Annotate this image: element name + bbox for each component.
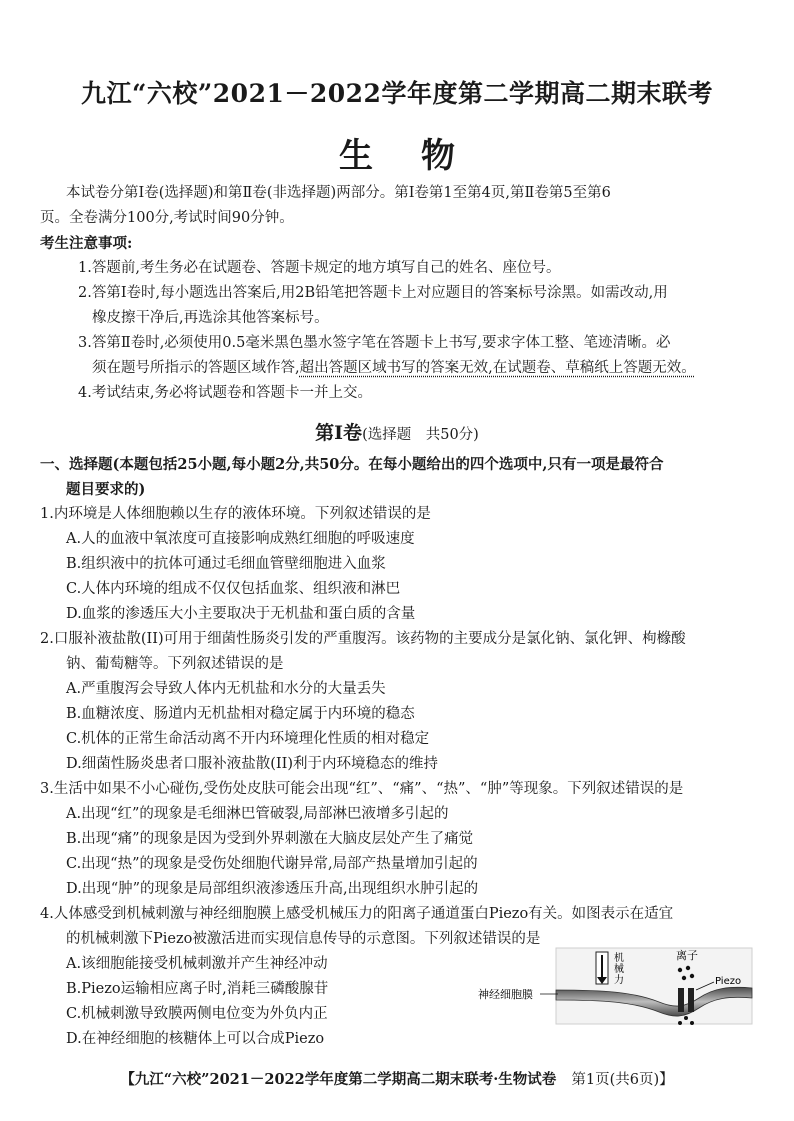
ion-dot bbox=[684, 1016, 688, 1020]
notice-item-4: 4.考试结束,务必将试题卷和答题卡一并上交。 bbox=[78, 385, 372, 401]
footer-page-number: 第1页(共6页)】 bbox=[571, 1072, 674, 1088]
ion-dot bbox=[678, 1021, 682, 1025]
instructions-line-1: 一、选择题(本题包括25小题,每小题2分,共50分。在每小题给出的四个选项中,只有一项是最符合 bbox=[40, 456, 664, 473]
option-c: C.机体的正常生命活动离不开内环境理化性质的相对稳定 bbox=[66, 731, 430, 747]
notice-item-1: 1.答题前,考生务必在试题卷、答题卡规定的地方填写自己的姓名、座位号。 bbox=[78, 260, 561, 276]
notice-title: 考生注意事项: bbox=[40, 235, 133, 252]
section-heading bbox=[0, 418, 794, 445]
option-b: B.组织液中的抗体可通过毛细血管壁细胞进入血浆 bbox=[66, 556, 386, 572]
subject-char-1: 生 bbox=[339, 136, 373, 176]
option-d: D.在神经细胞的核糖体上可以合成Piezo bbox=[66, 1031, 325, 1047]
page-footer bbox=[0, 1068, 794, 1089]
question-stem-cont: 的机械刺激下Piezo被激活进而实现信息传导的示意图。下列叙述错误的是 bbox=[66, 931, 541, 947]
intro-line-2: 页。全卷满分100分,考试时间90分钟。 bbox=[40, 210, 294, 226]
notice-item-3b bbox=[40, 356, 756, 381]
option-a: A.严重腹泻会导致人体内无机盐和水分的大量丢失 bbox=[66, 681, 386, 697]
intro-block bbox=[40, 181, 756, 406]
footer-title: 【九江“六校”2021－2022学年度第二学期高二期末联考·生物试卷 bbox=[120, 1071, 557, 1088]
question-stem: 1.内环境是人体细胞赖以生存的液体环境。下列叙述错误的是 bbox=[40, 506, 431, 522]
membrane-label: 神经细胞膜 bbox=[478, 988, 533, 1001]
question-stem: 3.生活中如果不小心碰伤,受伤处皮肤可能会出现“红”、“痛”、“热”、“肿”等现象。下列叙述错误的是 bbox=[40, 781, 684, 797]
option-d: D.血浆的渗透压大小主要取决于无机盐和蛋白质的含量 bbox=[66, 606, 416, 622]
notice-item-2a: 2.答第Ⅰ卷时,每小题选出答案后,用2B铅笔把答题卡上对应题目的答案标号涂黑。如需改动,用 bbox=[78, 285, 668, 301]
option-a: A.出现“红”的现象是毛细淋巴管破裂,局部淋巴液增多引起的 bbox=[66, 806, 449, 822]
section-title: 第Ⅰ卷 bbox=[315, 422, 363, 444]
intro-line-1: 本试卷分第Ⅰ卷(选择题)和第Ⅱ卷(非选择题)两部分。第Ⅰ卷第1至第4页,第Ⅱ卷第5至第6 bbox=[66, 185, 611, 201]
ion-dot bbox=[678, 968, 682, 972]
force-label-1: 机 bbox=[614, 953, 624, 964]
notice-item-3a: 3.答第Ⅱ卷时,必须使用0.5毫米黑色墨水签字笔在答题卡上书写,要求字体工整、笔迹清晰。必 bbox=[78, 335, 671, 351]
question-1 bbox=[40, 502, 756, 627]
question-stem: 4.人体感受到机械刺激与神经细胞膜上感受机械压力的阳离子通道蛋白Piezo有关。如图表示在适宜 bbox=[40, 906, 674, 922]
option-a: A.人的血液中氧浓度可直接影响成熟红细胞的呼吸速度 bbox=[66, 531, 415, 547]
piezo-label: Piezo bbox=[715, 976, 742, 987]
ion-dot bbox=[682, 976, 686, 980]
instructions-line-2: 题目要求的) bbox=[66, 481, 146, 498]
ion-label: 离子 bbox=[676, 949, 698, 962]
option-a: A.该细胞能接受机械刺激并产生神经冲动 bbox=[66, 956, 328, 972]
force-label-3: 力 bbox=[614, 975, 624, 986]
piezo-channel-left bbox=[678, 988, 684, 1012]
question-3 bbox=[40, 777, 756, 902]
question-2 bbox=[40, 627, 756, 777]
piezo-channel-right bbox=[688, 988, 694, 1012]
ion-dot bbox=[690, 974, 694, 978]
option-d: D.出现“肿”的现象是局部组织液渗透压升高,出现组织水肿引起的 bbox=[66, 881, 479, 897]
subject-title bbox=[0, 128, 794, 177]
option-b: B.血糖浓度、肠道内无机盐相对稳定属于内环境的稳态 bbox=[66, 706, 415, 722]
section-note: (选择题 共50分) bbox=[362, 427, 479, 443]
question-stem-cont: 钠、葡萄糖等。下列叙述错误的是 bbox=[66, 656, 284, 672]
option-b: B.出现“痛”的现象是因为受到外界刺激在大脑皮层处产生了痛觉 bbox=[66, 831, 474, 847]
exam-title: 九江“六校”2021－2022学年度第二学期高二期末联考 bbox=[81, 79, 713, 108]
subject-char-2: 物 bbox=[421, 136, 455, 176]
option-b: B.Piezo运输相应离子时,消耗三磷酸腺苷 bbox=[66, 981, 329, 997]
question-stem: 2.口服补液盐散(II)可用于细菌性肠炎引发的严重腹泻。该药物的主要成分是氯化钠、氯化钾、枸橼酸 bbox=[40, 631, 686, 647]
option-c: C.出现“热”的现象是受伤处细胞代谢异常,局部产热量增加引起的 bbox=[66, 856, 478, 872]
notice-item-3b-emphasis: 超出答题区域书写的答案无效,在试题卷、草稿纸上答题无效。 bbox=[299, 360, 696, 376]
force-label-2: 械 bbox=[614, 964, 624, 975]
option-c: C.机械刺激导致膜两侧电位变为外负内正 bbox=[66, 1006, 328, 1022]
ion-dot bbox=[686, 966, 690, 970]
notice-item-2b: 橡皮擦干净后,再选涂其他答案标号。 bbox=[92, 310, 329, 326]
ion-dot bbox=[690, 1021, 694, 1025]
piezo-diagram bbox=[474, 946, 759, 1026]
option-d: D.细菌性肠炎患者口服补液盐散(II)利于内环境稳态的维持 bbox=[66, 756, 438, 772]
option-c: C.人体内环境的组成不仅仅包括血浆、组织液和淋巴 bbox=[66, 581, 401, 597]
notice-item-3b-text: 须在题号所指示的答题区域作答, bbox=[92, 360, 300, 376]
